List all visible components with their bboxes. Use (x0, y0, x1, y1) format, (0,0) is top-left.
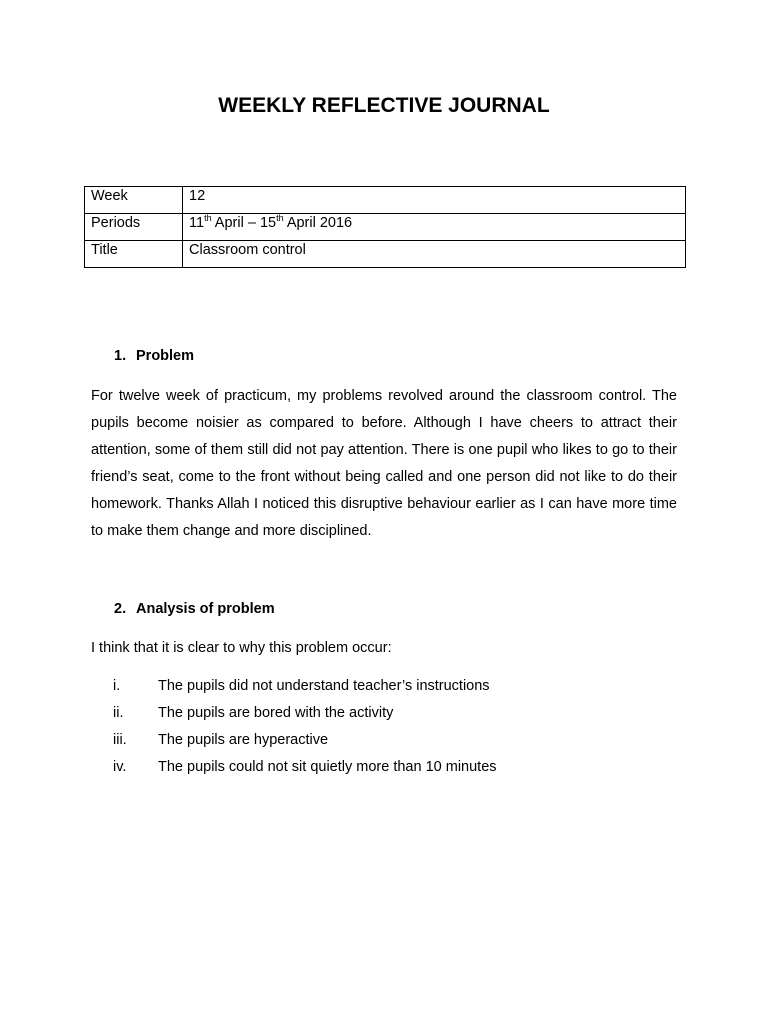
periods-start-day: 11 (189, 215, 205, 231)
periods-start-rest: April – (211, 215, 260, 231)
periods-end-suffix: th (276, 213, 284, 224)
section-title: Problem (136, 348, 195, 364)
list-text: The pupils are hyperactive (158, 732, 329, 748)
periods-start-suffix: th (204, 213, 212, 224)
journal-info-table (84, 186, 686, 268)
list-numeral: iii. (113, 732, 127, 748)
periods-end-rest: April 2016 (283, 215, 353, 231)
title-label: Title (85, 241, 183, 268)
list-numeral: iv. (113, 759, 127, 775)
week-value: 12 (183, 187, 686, 214)
table-row-week (85, 187, 686, 214)
periods-label: Periods (85, 214, 183, 241)
problem-paragraph: For twelve week of practicum, my problems revolved around the classroom control. The pupils become noisier as compared to before. Although I have cheers to attract their attention, some of them still did not pay attention. There is one pupil who likes to go to their friend’s seat, come to the front without being called and one person did not like to do their homework. Thanks Allah I noticed this disruptive behaviour earlier as I can have more time to make them change and more disciplined. (91, 388, 677, 539)
periods-value (183, 214, 686, 241)
analysis-intro: I think that it is clear to why this problem occur: (91, 640, 392, 656)
list-text: The pupils could not sit quietly more than 10 minutes (158, 759, 497, 775)
list-numeral: i. (113, 678, 121, 694)
section-number: 1. (114, 348, 127, 364)
list-numeral: ii. (113, 705, 124, 721)
list-text: The pupils did not understand teacher’s instructions (158, 678, 490, 694)
week-label: Week (85, 187, 183, 214)
title-value: Classroom control (183, 241, 686, 268)
page-title: WEEKLY REFLECTIVE JOURNAL (218, 94, 550, 117)
table-row-periods (85, 214, 686, 241)
section-number: 2. (114, 601, 127, 617)
section-title: Analysis of problem (136, 601, 275, 617)
list-text: The pupils are bored with the activity (158, 705, 394, 721)
periods-end-day: 15 (259, 215, 277, 231)
section-heading-analysis (114, 601, 275, 617)
section-heading-problem (114, 348, 194, 364)
table-row-title (85, 241, 686, 268)
